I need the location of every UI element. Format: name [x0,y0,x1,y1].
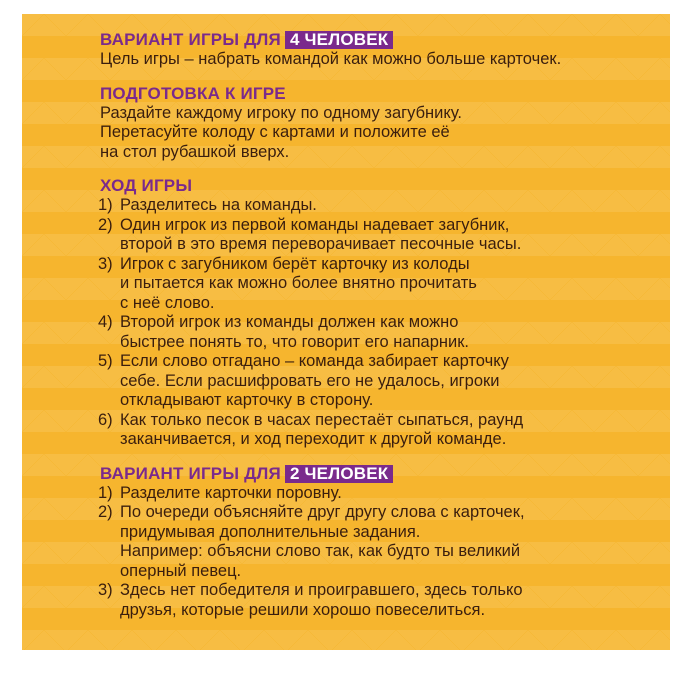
variant-2-step [100,503,660,581]
step-line: заканчивается, и ход переходит к другой команде. [120,430,507,448]
gameplay-step [100,196,660,216]
step-line: Например: объясни слово так, как будто ты великий [120,542,521,560]
step-number: 1) [98,483,113,502]
step-number: 6) [98,410,113,429]
variant-2-heading-text: ВАРИАНТ ИГРЫ ДЛЯ [100,463,281,483]
step-line: Один игрок из первой команды надевает загубник, [120,215,510,234]
step-line: оперный певец. [120,561,242,580]
step-line: По очереди объясняйте друг другу слова с карточек, [120,503,525,521]
variant-4-badge: 4 ЧЕЛОВЕК [285,31,393,49]
variant-2-steps [100,484,660,621]
step-line: Если слово отгадано – команда забирает карточку [120,352,509,370]
step-line: Игрок с загубником берёт карточку из колоды [120,254,470,273]
step-number: 3) [98,581,113,599]
preparation-line: на стол рубашкой вверх. [100,142,290,161]
step-line: с неё слово. [120,293,215,312]
card-content [100,30,660,634]
gameplay-step [100,216,660,255]
step-line: второй в это время переворачивает песочные часы. [120,235,522,253]
step-line: Второй игрок из команды должен как можно [120,313,459,331]
step-number: 2) [98,503,113,521]
variant-2-step [100,581,660,620]
step-line: Здесь нет победителя и проигравшего, здесь только [120,581,523,599]
preparation-line: Перетасуйте колоду с картами и положите её [100,123,450,141]
variant-2-badge: 2 ЧЕЛОВЕК [285,465,393,483]
step-line: быстрее понять то, что говорит его напарник. [120,332,469,351]
gameplay-steps [100,196,660,450]
step-line: и пытается как можно более внятно прочитать [120,274,477,292]
step-line: откладывают карточку в сторону. [120,391,374,409]
section-variant-4 [100,30,660,70]
instruction-card [22,14,670,650]
variant-4-heading-text: ВАРИАНТ ИГРЫ ДЛЯ [100,30,281,49]
step-number: 3) [98,254,113,273]
step-line: себе. Если расшифровать его не удалось, игроки [120,371,500,390]
step-line: друзья, которые решили хорошо повеселиться. [120,600,486,619]
preparation-text [100,104,660,163]
gameplay-step [100,352,660,411]
section-preparation [100,84,660,163]
gameplay-heading: ХОД ИГРЫ [100,176,193,195]
step-number: 2) [98,215,113,234]
step-number: 4) [98,313,113,331]
gameplay-step [100,313,660,352]
variant-2-heading [100,464,660,484]
gameplay-step [100,411,660,450]
step-number: 1) [98,196,113,214]
step-line: Разделитесь на команды. [120,196,317,214]
step-number: 5) [98,352,113,370]
section-variant-2 [100,464,660,621]
step-line: придумывая дополнительные задания. [120,522,421,541]
step-line: Разделите карточки поровну. [120,483,342,502]
variant-4-heading [100,30,660,50]
gameplay-step [100,255,660,314]
preparation-line: Раздайте каждому игроку по одному загубнику. [100,103,462,122]
step-line: Как только песок в часах перестаёт сыпаться, раунд [120,410,524,429]
section-gameplay [100,176,660,450]
variant-2-step [100,484,660,504]
preparation-heading: ПОДГОТОВКА К ИГРЕ [100,83,286,103]
variant-4-goal: Цель игры – набрать командой как можно больше карточек. [100,50,562,68]
